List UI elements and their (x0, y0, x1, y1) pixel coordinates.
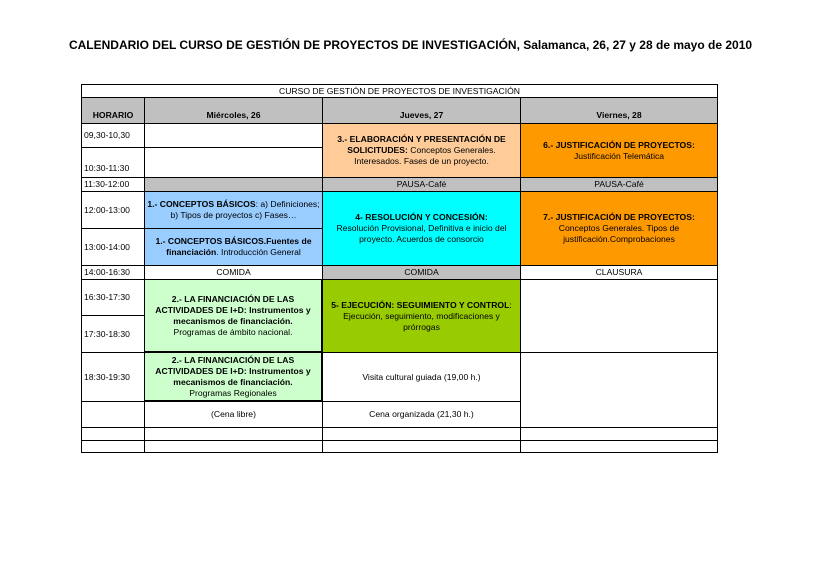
cell-vie-empty-3 (520, 427, 718, 441)
session-7-text: Conceptos Generales. Tipos de justificación.Comprobaciones (558, 223, 680, 244)
session-2a-title: 2.- LA FINANCIACIÓN DE LAS ACTIVIDADES DE I+D: Instrumentos y mecanismos de financiación. (155, 293, 311, 326)
cell-jue-empty-2 (322, 440, 521, 453)
cell-vie-pausa (520, 177, 718, 192)
time-slot-10 (81, 401, 145, 428)
time-slot-9 (81, 352, 145, 402)
session-1a-text: : a) Definiciones; b) Tipos de proyectos c) Fases… (170, 199, 320, 220)
cell-mie-pausa (144, 177, 323, 192)
time-slot-7 (81, 279, 145, 316)
header-day-1 (144, 97, 323, 124)
session-4-text: Resolución Provisional, Definitiva e inicio del proyecto. Acuerdos de consorcio (336, 223, 507, 244)
session-6-title: 6.- JUSTIFICACIÓN DE PROYECTOS: (543, 139, 695, 150)
time-slot-8-label: 17:30-18:30 (84, 328, 130, 339)
header-horario-label: HORARIO (92, 110, 134, 120)
time-slot-1-label: 09,30-10,30 (84, 130, 130, 140)
header-day-1-label: Miércoles, 26 (206, 110, 261, 120)
session-2b-title: 2.- LA FINANCIACIÓN DE LAS ACTIVIDADES DE I+D: Instrumentos y mecanismos de financiación. (155, 354, 311, 387)
time-slot-7-label: 16:30-17:30 (84, 292, 130, 302)
time-slot-3-label: 11:30-12:00 (84, 179, 130, 189)
cell-cena-organizada (322, 401, 521, 428)
session-5 (322, 279, 521, 353)
session-2b-text: Programas Regionales (189, 387, 277, 398)
time-slot-5 (81, 228, 145, 266)
schedule-table (81, 84, 718, 453)
clausura-label: CLAUSURA (595, 267, 643, 277)
session-3-text: Conceptos Generales. Interesados. Fases de un proyecto. (354, 145, 496, 166)
session-2a (144, 279, 323, 353)
comida-jue-label: COMIDA (404, 267, 439, 277)
time-slot-11 (81, 427, 145, 441)
session-5-body (325, 300, 518, 333)
banner-text: CURSO DE GESTIÓN DE PROYECTOS DE INVESTIGACIÓN (279, 85, 520, 96)
time-slot-2 (81, 147, 145, 178)
time-slot-5-label: 13:00-14:00 (84, 241, 130, 252)
session-6 (520, 123, 718, 178)
session-5-title: 5- EJECUCIÓN: SEGUIMIENTO Y CONTROL (331, 299, 510, 310)
time-slot-3 (81, 177, 145, 192)
cell-jue-pausa (322, 177, 521, 192)
session-1b-title: 1.- CONCEPTOS BÁSICOS.Fuentes de financiación (155, 236, 312, 257)
cell-vie-empty-1 (520, 279, 718, 353)
session-1a (144, 191, 323, 229)
pausa-jue-label: PAUSA-Café (396, 179, 447, 189)
cell-mie-2 (144, 147, 323, 178)
cell-clausura (520, 265, 718, 280)
time-slot-9-label: 18:30-19:30 (84, 371, 130, 382)
session-3-title: 3.- ELABORACIÓN Y PRESENTACIÓN DE SOLICITUDES: (337, 134, 506, 155)
session-7-title: 7.- JUSTIFICACIÓN DE PROYECTOS: (543, 212, 695, 222)
pausa-vie-label: PAUSA-Café (594, 179, 644, 189)
visita-label: Visita cultural guiada (19,00 h.) (362, 371, 481, 382)
session-6-text: Justificación Telemática (573, 150, 665, 161)
time-slot-6 (81, 265, 145, 280)
table-banner (81, 84, 718, 98)
cell-mie-comida (144, 265, 323, 280)
header-day-3 (520, 97, 718, 124)
cell-visita (322, 352, 521, 402)
time-slot-4 (81, 191, 145, 229)
session-1b-text: . Introducción General (216, 247, 301, 257)
time-slot-6-label: 14:00-16:30 (84, 267, 130, 277)
comida-mie-label: COMIDA (216, 267, 251, 277)
cell-mie-empty-2 (144, 440, 323, 453)
header-day-2 (322, 97, 521, 124)
session-1a-body (147, 199, 320, 221)
session-1a-title: 1.- CONCEPTOS BÁSICOS (147, 199, 256, 209)
header-day-3-label: Viernes, 28 (596, 110, 642, 120)
session-2b (144, 352, 323, 402)
session-4 (322, 191, 521, 266)
time-slot-1 (81, 123, 145, 148)
cena-libre-label: (Cena libre) (211, 409, 256, 419)
cena-org-label: Cena organizada (21,30 h.) (369, 409, 474, 419)
cell-jue-empty-1 (322, 427, 521, 441)
cell-mie-1 (144, 123, 323, 148)
session-1b (144, 228, 323, 266)
time-slot-4-label: 12:00-13:00 (84, 204, 130, 215)
page-title: CALENDARIO DEL CURSO DE GESTIÓN DE PROYECTOS DE INVESTIGACIÓN, Salamanca, 26, 27 y 28 de mayo de 2010 (68, 38, 753, 52)
time-slot-2-label: 10:30-11:30 (84, 163, 130, 173)
session-5-text: : Ejecución, seguimiento, modificaciones y prórrogas (343, 299, 512, 332)
cell-vie-empty-4 (520, 440, 718, 453)
header-horario (81, 97, 145, 124)
time-slot-12 (81, 440, 145, 453)
session-1b-body (147, 236, 320, 258)
cell-vie-empty-2 (520, 352, 718, 428)
time-slot-8 (81, 315, 145, 353)
header-day-2-label: Jueves, 27 (399, 110, 444, 120)
cell-mie-empty-1 (144, 427, 323, 441)
session-3 (322, 123, 521, 178)
session-7 (520, 191, 718, 266)
session-2a-text: Programas de ámbito nacional. (173, 326, 293, 337)
cell-cena-libre (144, 401, 323, 428)
session-4-title: 4- RESOLUCIÓN Y CONCESIÓN: (355, 212, 488, 222)
cell-jue-comida (322, 265, 521, 280)
session-3-body (325, 134, 518, 167)
